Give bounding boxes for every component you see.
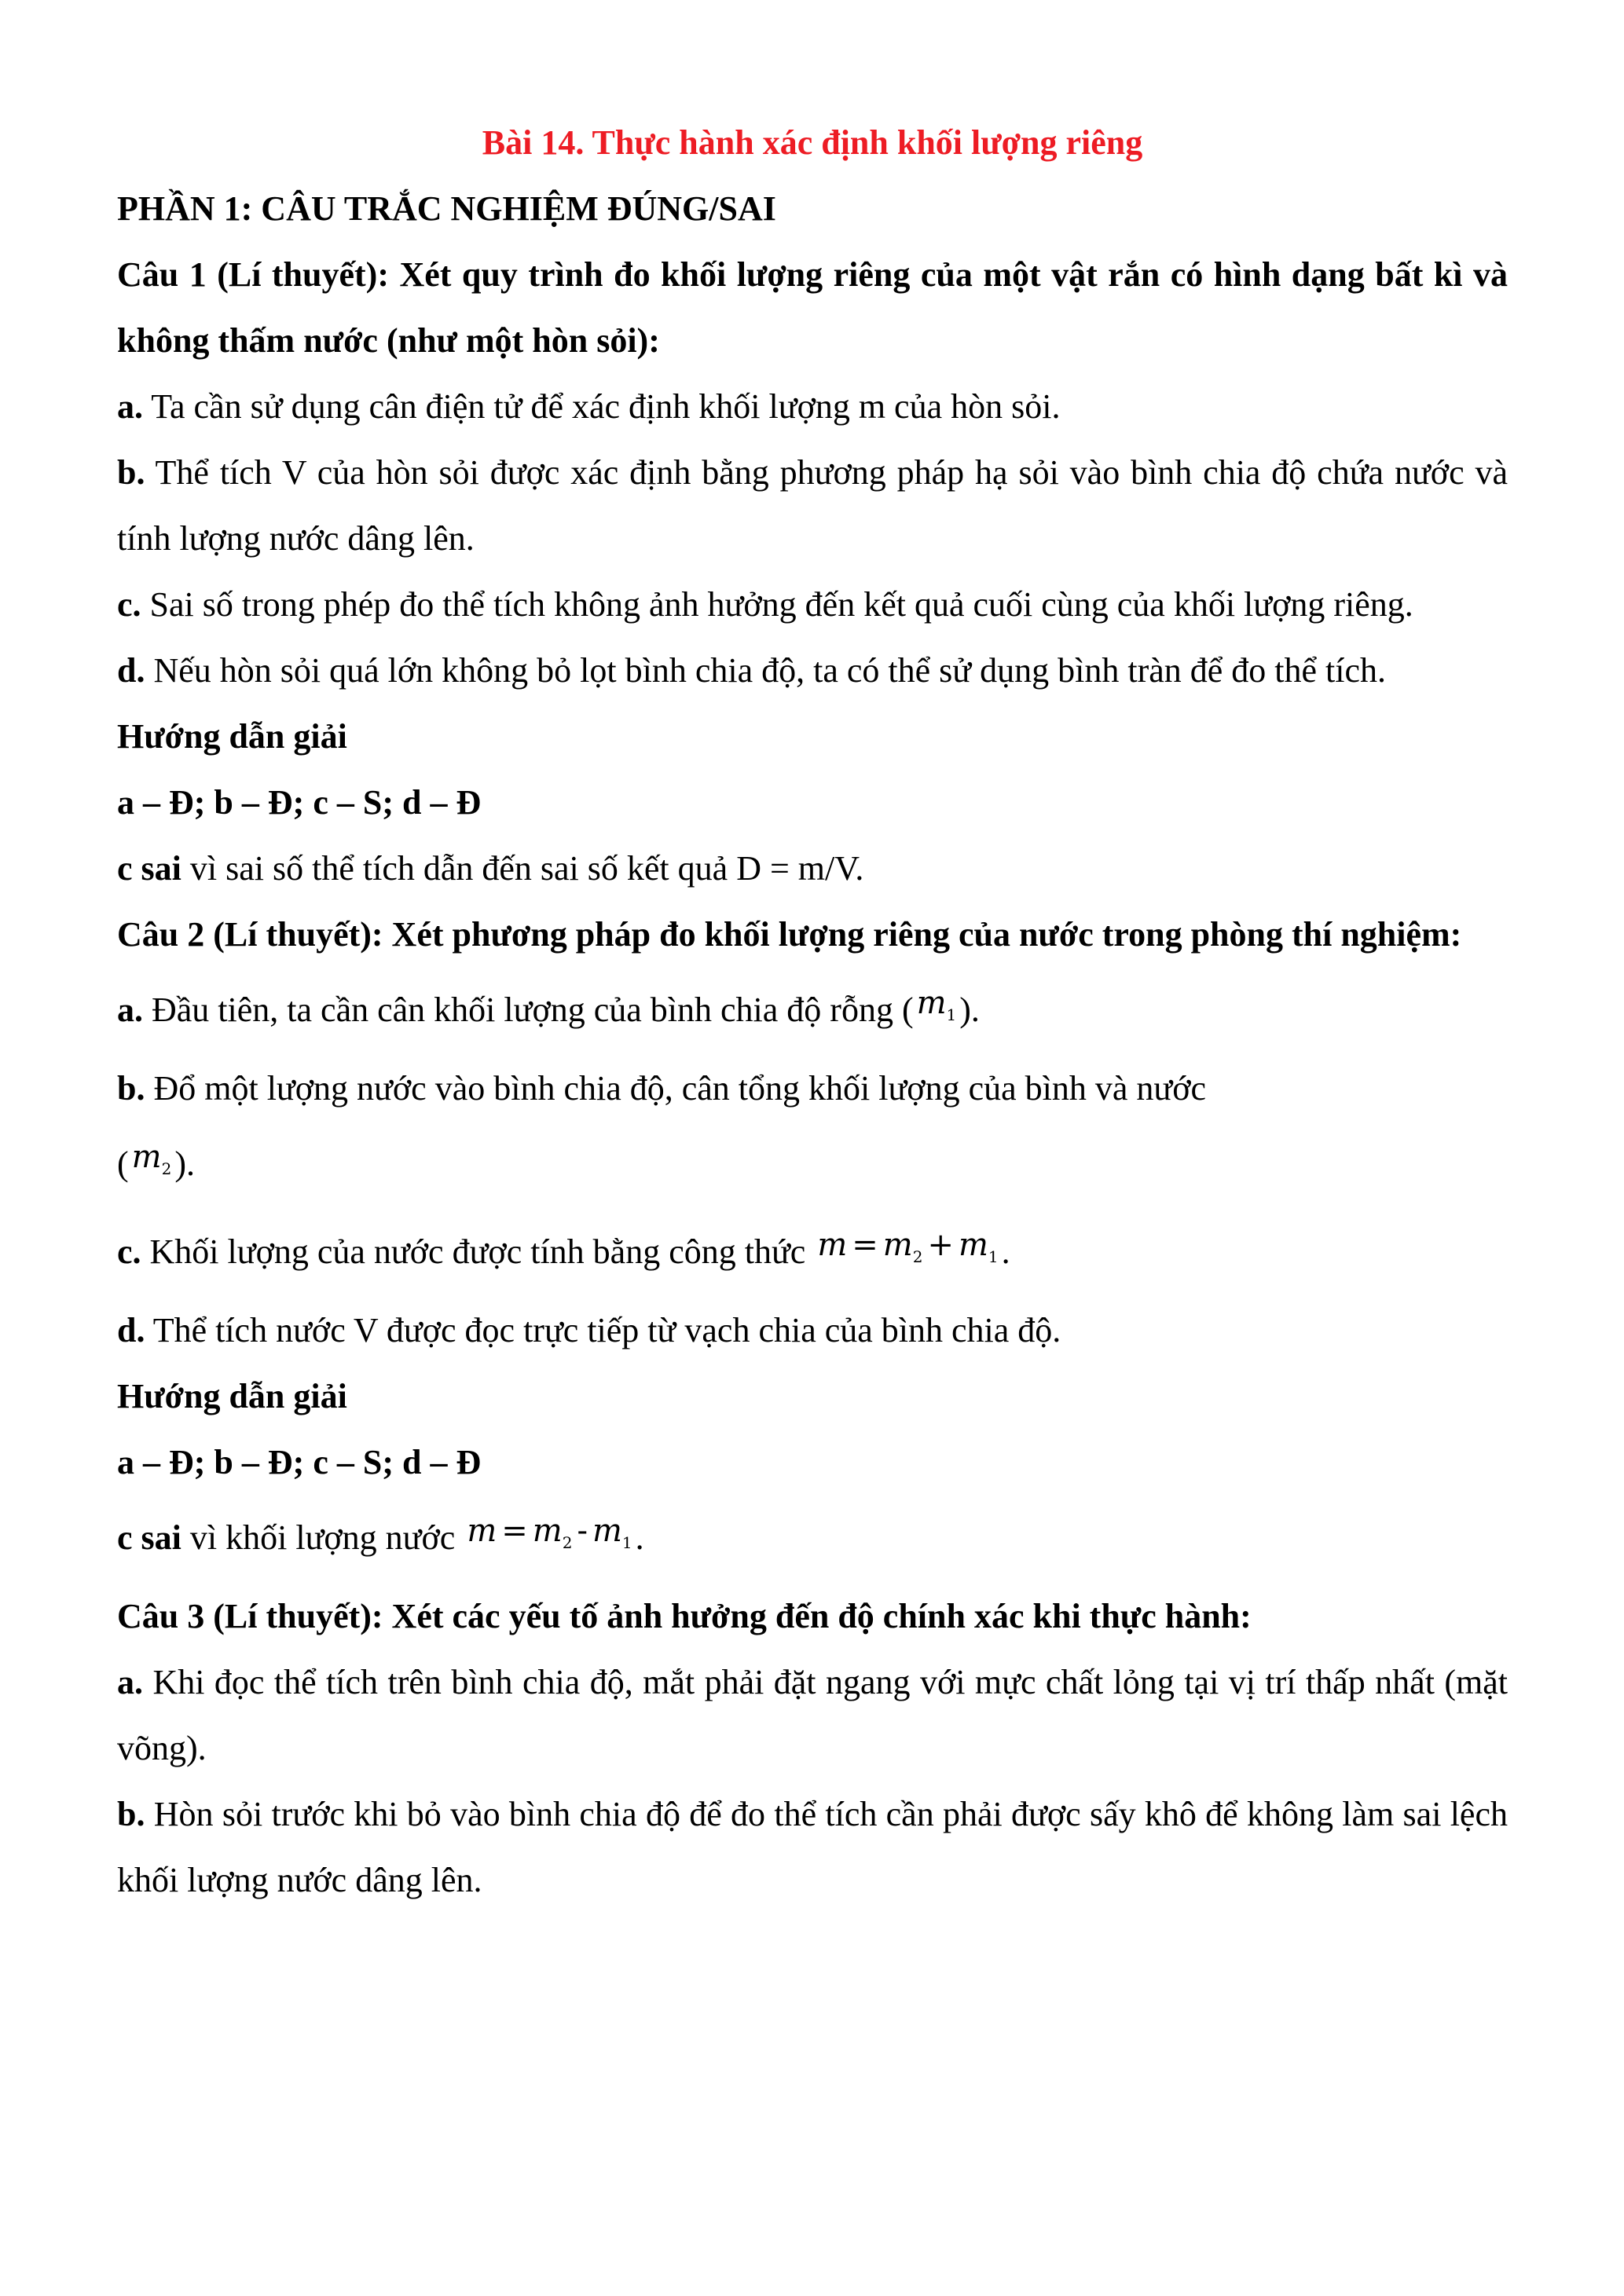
question-2-guide-heading: Hướng dẫn giải	[117, 1377, 347, 1415]
option-label: b.	[117, 1069, 145, 1108]
explanation-label: c sai	[117, 1518, 181, 1557]
explanation-text: vì sai số thể tích dẫn đến sai số kết quả D = m/V.	[181, 849, 864, 888]
document-title: Bài 14. Thực hành xác định khối lượng riêng	[482, 123, 1143, 162]
option-label: d.	[117, 1311, 145, 1349]
option-label: c.	[117, 1232, 141, 1271]
explanation-text: vì khối lượng nước	[181, 1518, 464, 1557]
math-m2: $m_2$	[131, 1139, 172, 1178]
math-formula-diff: $m = m_2 - m_1$	[467, 1513, 632, 1552]
question-2-explanation: c sai vì khối lượng nước $m = m_2 - m_1$.	[117, 1505, 1508, 1584]
part-heading: PHẦN 1: CÂU TRẮC NGHIỆM ĐÚNG/SAI	[117, 189, 776, 228]
option-text: Khối lượng của nước được tính bằng công thức	[141, 1232, 815, 1271]
question-2-option-d	[117, 1298, 1508, 1364]
question-3-option-a	[117, 1650, 1508, 1782]
option-label: b.	[117, 1795, 145, 1833]
option-label: a.	[117, 1663, 143, 1701]
option-label: d.	[117, 651, 145, 690]
question-1-option-a	[117, 374, 1508, 440]
option-text: Khi đọc thể tích trên bình chia độ, mắt phải đặt ngang với mực chất lỏng tại vị trí thấp nhất (mặt võng).	[117, 1663, 1508, 1767]
option-label: b.	[117, 453, 145, 492]
math-m1: $m_1$	[916, 985, 957, 1024]
question-1-explanation	[117, 836, 1508, 902]
option-text: Ta cần sử dụng cân điện tử để xác định khối lượng m của hòn sỏi.	[143, 387, 1061, 426]
option-text: Thể tích nước V được đọc trực tiếp từ vạch chia của bình chia độ.	[145, 1311, 1061, 1349]
question-2-option-b	[117, 1056, 1508, 1122]
question-2-option-c: c. Khối lượng của nước được tính bằng công thức $m = m_2 + m_1$.	[117, 1219, 1508, 1298]
option-text: Sai số trong phép đo thể tích không ảnh hưởng đến kết quả cuối cùng của khối lượng riêng.	[141, 585, 1413, 624]
question-2-option-b-cont: ( $m_2$).	[117, 1131, 1508, 1210]
option-text: Đầu tiên, ta cần cân khối lượng của bình chia độ rỗng (	[143, 991, 914, 1029]
question-2-answer: a – Đ; b – Đ; c – S; d – Đ	[117, 1443, 482, 1481]
question-1-guide-heading: Hướng dẫn giải	[117, 717, 347, 756]
question-1-heading: Câu 1 (Lí thuyết): Xét quy trình đo khối lượng riêng của một vật rắn có hình dạng bất kì và không thấm nước (như một hòn sỏi):	[117, 255, 1508, 360]
question-3-heading: Câu 3 (Lí thuyết): Xét các yếu tố ảnh hưởng đến độ chính xác khi thực hành:	[117, 1597, 1252, 1635]
question-3-option-b	[117, 1782, 1508, 1913]
question-1-option-b	[117, 440, 1508, 572]
option-text: Thể tích V của hòn sỏi được xác định bằng phương pháp hạ sỏi vào bình chia độ chứa nước và tính lượng nước dâng lên.	[117, 453, 1508, 558]
option-label: a.	[117, 991, 143, 1029]
option-label: a.	[117, 387, 143, 426]
option-text: Nếu hòn sỏi quá lớn không bỏ lọt bình chia độ, ta có thể sử dụng bình tràn để đo thể tích.	[145, 651, 1387, 690]
question-2-heading: Câu 2 (Lí thuyết): Xét phương pháp đo khối lượng riêng của nước trong phòng thí nghiệm:	[117, 915, 1462, 954]
option-text: Đổ một lượng nước vào bình chia độ, cân tổng khối lượng của bình và nước	[145, 1069, 1207, 1108]
question-2-option-a	[117, 977, 1508, 1056]
option-text: Hòn sỏi trước khi bỏ vào bình chia độ để đo thể tích cần phải được sấy khô để không làm sai lệch khối lượng nước dâng lên.	[117, 1795, 1508, 1899]
document-content	[117, 110, 1508, 1913]
option-label: c.	[117, 585, 141, 624]
question-1-option-c	[117, 572, 1508, 638]
math-formula-sum: $m = m_2 + m_1$	[817, 1227, 999, 1266]
explanation-label: c sai	[117, 849, 181, 888]
option-text-end: ).	[959, 991, 980, 1029]
question-1-option-d	[117, 638, 1508, 704]
question-1-answer: a – Đ; b – Đ; c – S; d – Đ	[117, 783, 482, 822]
